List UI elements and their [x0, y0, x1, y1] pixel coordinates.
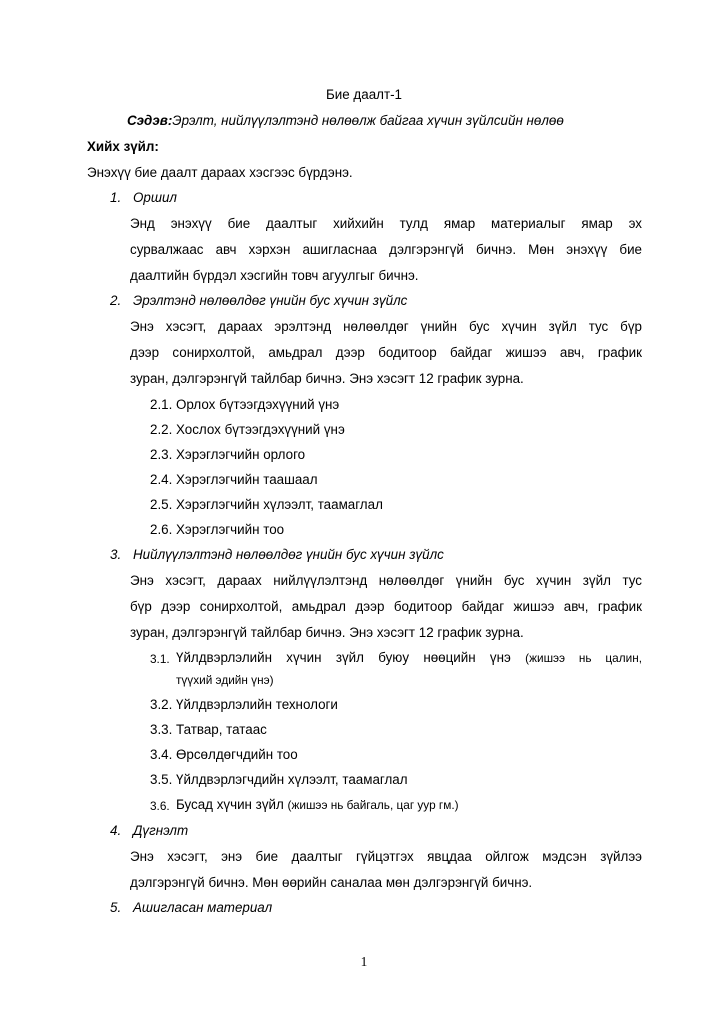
paragraph-line: дээр сонирхолтой, амьдрал дээр бодитоор байдаг жишээ авч, график — [130, 345, 642, 360]
sub-item-text: Хэрэглэгчийн орлого — [176, 447, 306, 462]
sub-item-text: Хослох бүтээгдэхүүний үнэ — [176, 422, 345, 437]
sub-item-text — [176, 797, 459, 812]
sub-item-text: Хэрэглэгчийн хүлээлт, таамаглал — [176, 497, 383, 512]
sub-item-text-main: Бусад хүчин зүйл — [176, 797, 284, 812]
intro-text: Энэхүү бие даалт дараах хэсгээс бүрдэнэ. — [87, 165, 353, 180]
sub-item-text: Үйлдвэрлэлийн технологи — [176, 697, 338, 712]
sub-item-number: 2.3. — [150, 447, 173, 462]
sub-item-text — [176, 650, 642, 665]
sub-item-number: 2.4. — [150, 472, 173, 487]
sub-item-number: 2.2. — [150, 422, 173, 437]
sub-item-text: Хэрэглэгчийн тоо — [176, 522, 285, 537]
sub-item-number: 3.1. — [150, 652, 170, 666]
paragraph-line: зуран, дэлгэрэнгүй тайлбар бичнэ. Энэ хэсэгт 12 график зурна. — [130, 625, 524, 640]
section-number: 5. — [110, 900, 122, 915]
paragraph-line: Энд энэхүү бие даалтыг хийхийн тулд ямар материалыг ямар эх — [130, 216, 642, 231]
section-title-introduction: Оршил — [133, 190, 177, 205]
sub-item-note: (жишээ нь цалин, — [525, 651, 642, 665]
sub-item-note: (жишээ нь байгаль, цаг уур гм.) — [287, 798, 459, 812]
sub-item-number: 3.5. — [150, 772, 173, 787]
task-heading: Хийх зүйл: — [87, 139, 159, 154]
sub-item-text: Хэрэглэгчийн таашаал — [176, 472, 318, 487]
sub-item-number: 2.6. — [150, 522, 173, 537]
section-title-references: Ашигласан материал — [133, 900, 273, 915]
paragraph-line: бүр дээр сонирхолтой, амьдрал дээр бодитоор байдаг жишээ авч, график — [130, 599, 642, 614]
sub-item-number: 2.5. — [150, 497, 173, 512]
section-number: 3. — [110, 547, 122, 562]
paragraph-line: Энэ хэсэгт, дараах эрэлтэнд нөлөөлдөг үнийн бус хүчин зүйл тус бүр — [130, 319, 642, 334]
section-number: 1. — [110, 190, 122, 205]
section-title-conclusion: Дүгнэлт — [133, 823, 189, 838]
section-number: 2. — [110, 293, 122, 308]
sub-item-number: 3.4. — [150, 747, 173, 762]
sub-item-number: 2.1. — [150, 397, 173, 412]
paragraph-line: сурвалжаас авч хэрхэн ашигласнаа дэлгэрэнгүй бичнэ. Мөн энэхүү бие — [130, 242, 642, 257]
sub-item-text: Үйлдвэрлэгчдийн хүлээлт, таамаглал — [176, 772, 408, 787]
sub-item-text: Өрсөлдөгчдийн тоо — [176, 747, 298, 762]
topic-line — [127, 113, 564, 128]
sub-item-number: 3.3. — [150, 722, 173, 737]
section-number: 4. — [110, 823, 122, 838]
topic-label: Сэдэв: — [127, 113, 173, 128]
section-title-supply: Нийлүүлэлтэнд нөлөөлдөг үнийн бус хүчин зүйлс — [133, 547, 444, 562]
sub-item-number: 3.2. — [150, 697, 173, 712]
page-number: 1 — [360, 954, 368, 969]
sub-item-text: Орлох бүтээгдэхүүний үнэ — [176, 397, 340, 412]
paragraph-line: даалтийн бүрдэл хэсгийн товч агуулгыг бичнэ. — [130, 268, 419, 283]
sub-item-number: 3.6. — [150, 799, 170, 813]
section-title-demand: Эрэлтэнд нөлөөлдөг үнийн бус хүчин зүйлс — [133, 293, 408, 308]
paragraph-line: Энэ хэсэгт, энэ бие даалтыг гүйцэтгэх явцдаа ойлгож мэдсэн зүйлээ — [130, 849, 642, 864]
document-title: Бие даалт-1 — [326, 87, 402, 102]
paragraph-line: зуран, дэлгэрэнгүй тайлбар бичнэ. Энэ хэсэгт 12 график зурна. — [130, 371, 524, 386]
paragraph-line: Энэ хэсэгт, дараах нийлүүлэлтэнд нөлөөлдөг үнийн бус хүчин зүйл тус — [130, 573, 642, 588]
topic-text: Эрэлт, нийлүүлэлтэнд нөлөөлж байгаа хүчин зүйлсийн нөлөө — [172, 113, 564, 128]
sub-item-text-main: Үйлдвэрлэлийн хүчин зүйл буюу нөөцийн үнэ — [176, 650, 511, 665]
sub-item-text: Татвар, татаас — [176, 722, 267, 737]
paragraph-line: дэлгэрэнгүй бичнэ. Мөн өөрийн саналаа мөн дэлгэрэнгүй бичнэ. — [130, 875, 533, 890]
sub-item-note-cont: түүхий эдийн үнэ) — [176, 673, 274, 687]
